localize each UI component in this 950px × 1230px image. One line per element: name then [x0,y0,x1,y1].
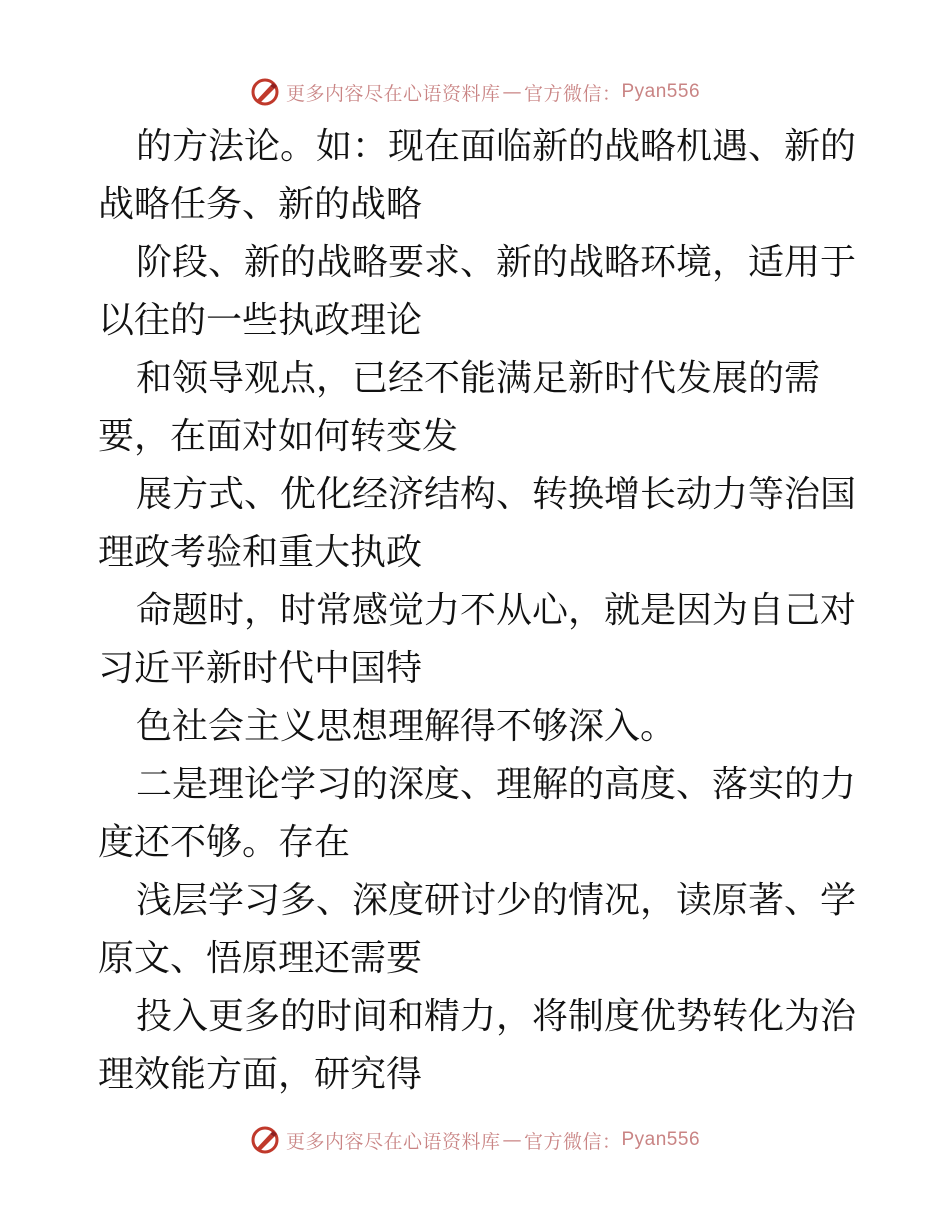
footer-separator: — [502,1129,522,1151]
header-official-text: 官方微信： [523,82,622,105]
document-body [98,118,858,1104]
paragraph: 命题时，时常感觉力不从心，就是因为自己对习近平新时代中国特 [98,590,857,689]
paragraph: 的方法论。如：现在面临新的战略机遇、新的战略任务、新的战略 [98,126,857,225]
pen-logo-icon [250,1125,280,1155]
header-brand-text: 更多内容尽在心语资料库 [285,82,501,105]
pen-logo-icon [250,77,280,107]
footer-banner [0,1120,950,1160]
paragraph: 和领导观点，已经不能满足新时代发展的需要，在面对如何转变发 [98,358,821,457]
paragraph: 投入更多的时间和精力，将制度优势转化为治理效能方面，研究得 [98,996,857,1095]
header-wechat-handle: Pyan556 [621,81,701,102]
paragraph: 二是理论学习的深度、理解的高度、落实的力度还不够。存在 [98,764,857,863]
paragraph: 阶段、新的战略要求、新的战略环境，适用于以往的一些执政理论 [98,242,857,341]
footer-brand-text: 更多内容尽在心语资料库 [285,1130,501,1153]
paragraph: 浅层学习多、深度研讨少的情况，读原著、学原文、悟原理还需要 [98,880,857,979]
paragraph: 色社会主义思想理解得不够深入。 [136,706,677,747]
header-separator: — [502,81,522,103]
paragraph: 展方式、优化经济结构、转换增长动力等治国理政考验和重大执政 [98,474,857,573]
footer-wechat-handle: Pyan556 [621,1129,701,1150]
header-banner [0,72,950,112]
footer-official-text: 官方微信： [523,1130,622,1153]
